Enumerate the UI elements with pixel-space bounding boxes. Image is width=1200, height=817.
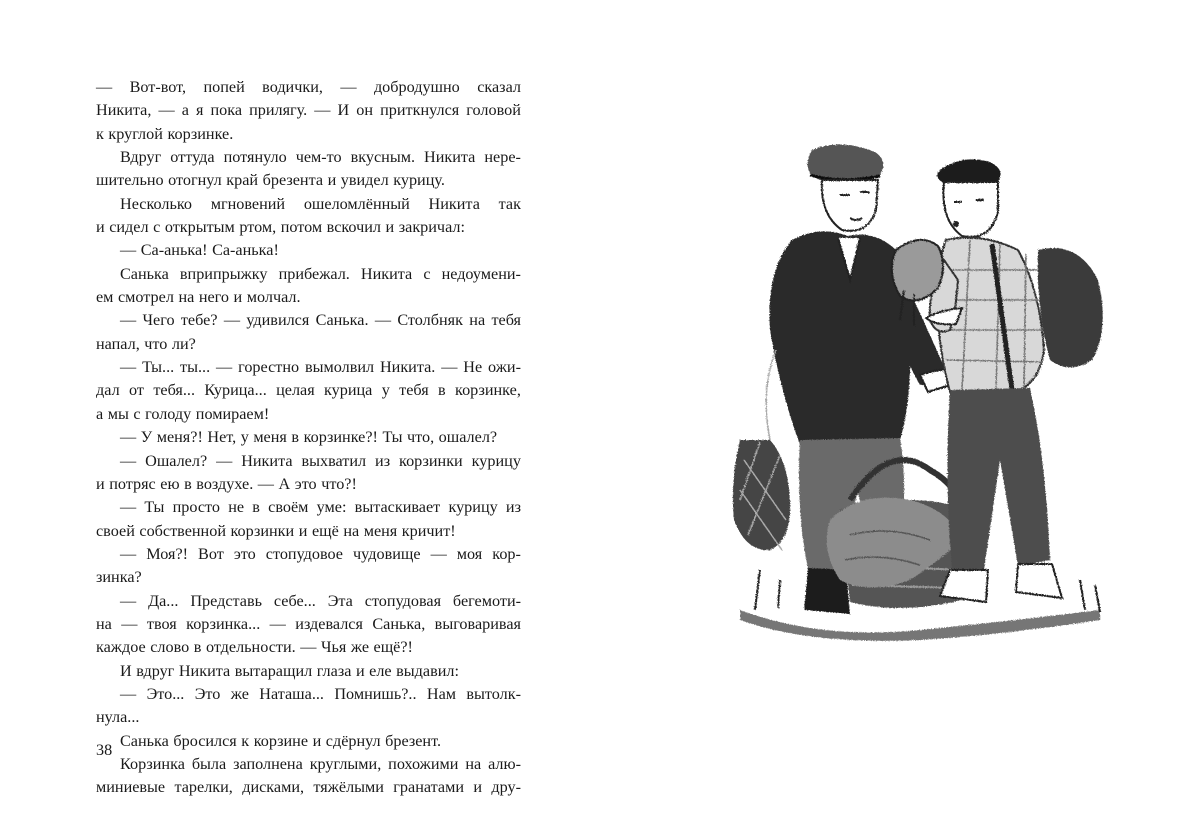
text-line: к круглой корзинке. bbox=[96, 124, 234, 143]
text-line: зинка? bbox=[96, 568, 142, 587]
text-line: Санька бросился к корзине и сдёрнул брезент. bbox=[120, 731, 441, 750]
text-line: каждое слово в отдельности. — Чья же ещё?! bbox=[96, 638, 413, 657]
text-line: — Вот-вот, попей водички, — добродушно сказал bbox=[96, 78, 521, 96]
text-line: Вдруг оттуда потянуло чем-то вкусным. Никита нере- bbox=[120, 148, 521, 167]
text-line: а мы с голоду помираем! bbox=[96, 404, 270, 423]
text-line: Никита, — а я пока прилягу. — И он приткнулся головой bbox=[96, 101, 521, 120]
text-line: И вдруг Никита вытаращил глаза и еле выдавил: bbox=[120, 661, 459, 680]
text-line: Несколько мгновений ошеломлённый Никита так bbox=[120, 194, 521, 213]
text-line: — Чего тебе? — удивился Санька. — Столбняк на тебя bbox=[120, 311, 521, 330]
text-line: нула... bbox=[96, 708, 140, 727]
text-line: шительно отогнул край брезента и увидел курицу. bbox=[96, 171, 445, 190]
illustration-two-boys-with-basket bbox=[700, 140, 1120, 660]
text-line: миниевые тарелки, дисками, тяжёлыми гранатами и дру- bbox=[96, 778, 521, 797]
text-line: — Ты... ты... — горестно вымолвил Никита. — Не ожи- bbox=[120, 358, 521, 377]
text-line: — У меня?! Нет, у меня в корзинке?! Ты что, ошалел? bbox=[120, 428, 498, 447]
text-line: — Ты просто не в своём уме: вытаскивает курицу из bbox=[120, 498, 521, 517]
body-text bbox=[96, 76, 521, 800]
page-number: 38 bbox=[96, 741, 113, 759]
text-line: своей собственной корзинки и ещё на меня кричит! bbox=[96, 521, 456, 540]
text-line: — Моя?! Вот это стопудовое чудовище — моя кор- bbox=[120, 544, 521, 563]
text-line: ем смотрел на него и молчал. bbox=[96, 288, 301, 307]
text-line: и потряс ею в воздухе. — А это что?! bbox=[96, 474, 357, 493]
text-line: — Са-анька! Са-анька! bbox=[120, 241, 279, 260]
text-line: Корзинка была заполнена круглыми, похожими на алю- bbox=[120, 754, 521, 773]
text-line: и сидел с открытым ртом, потом вскочил и закричал: bbox=[96, 218, 465, 237]
text-line: Санька вприпрыжку прибежал. Никита с недоумени- bbox=[120, 264, 521, 283]
illustration-ink bbox=[733, 144, 1103, 640]
text-line: — Ошалел? — Никита выхватил из корзинки курицу bbox=[120, 451, 521, 470]
text-line: на — твоя корзинка... — издевался Санька, выговаривая bbox=[96, 614, 521, 633]
text-line: — Да... Представь себе... Эта стопудовая бегемоти- bbox=[120, 591, 521, 610]
text-line: напал, что ли? bbox=[96, 334, 196, 353]
text-line: — Это... Это же Наташа... Помнишь?.. Нам вытолк- bbox=[120, 684, 521, 703]
text-line: дал от тебя... Курица... целая курица у тебя в корзинке, bbox=[96, 381, 521, 400]
